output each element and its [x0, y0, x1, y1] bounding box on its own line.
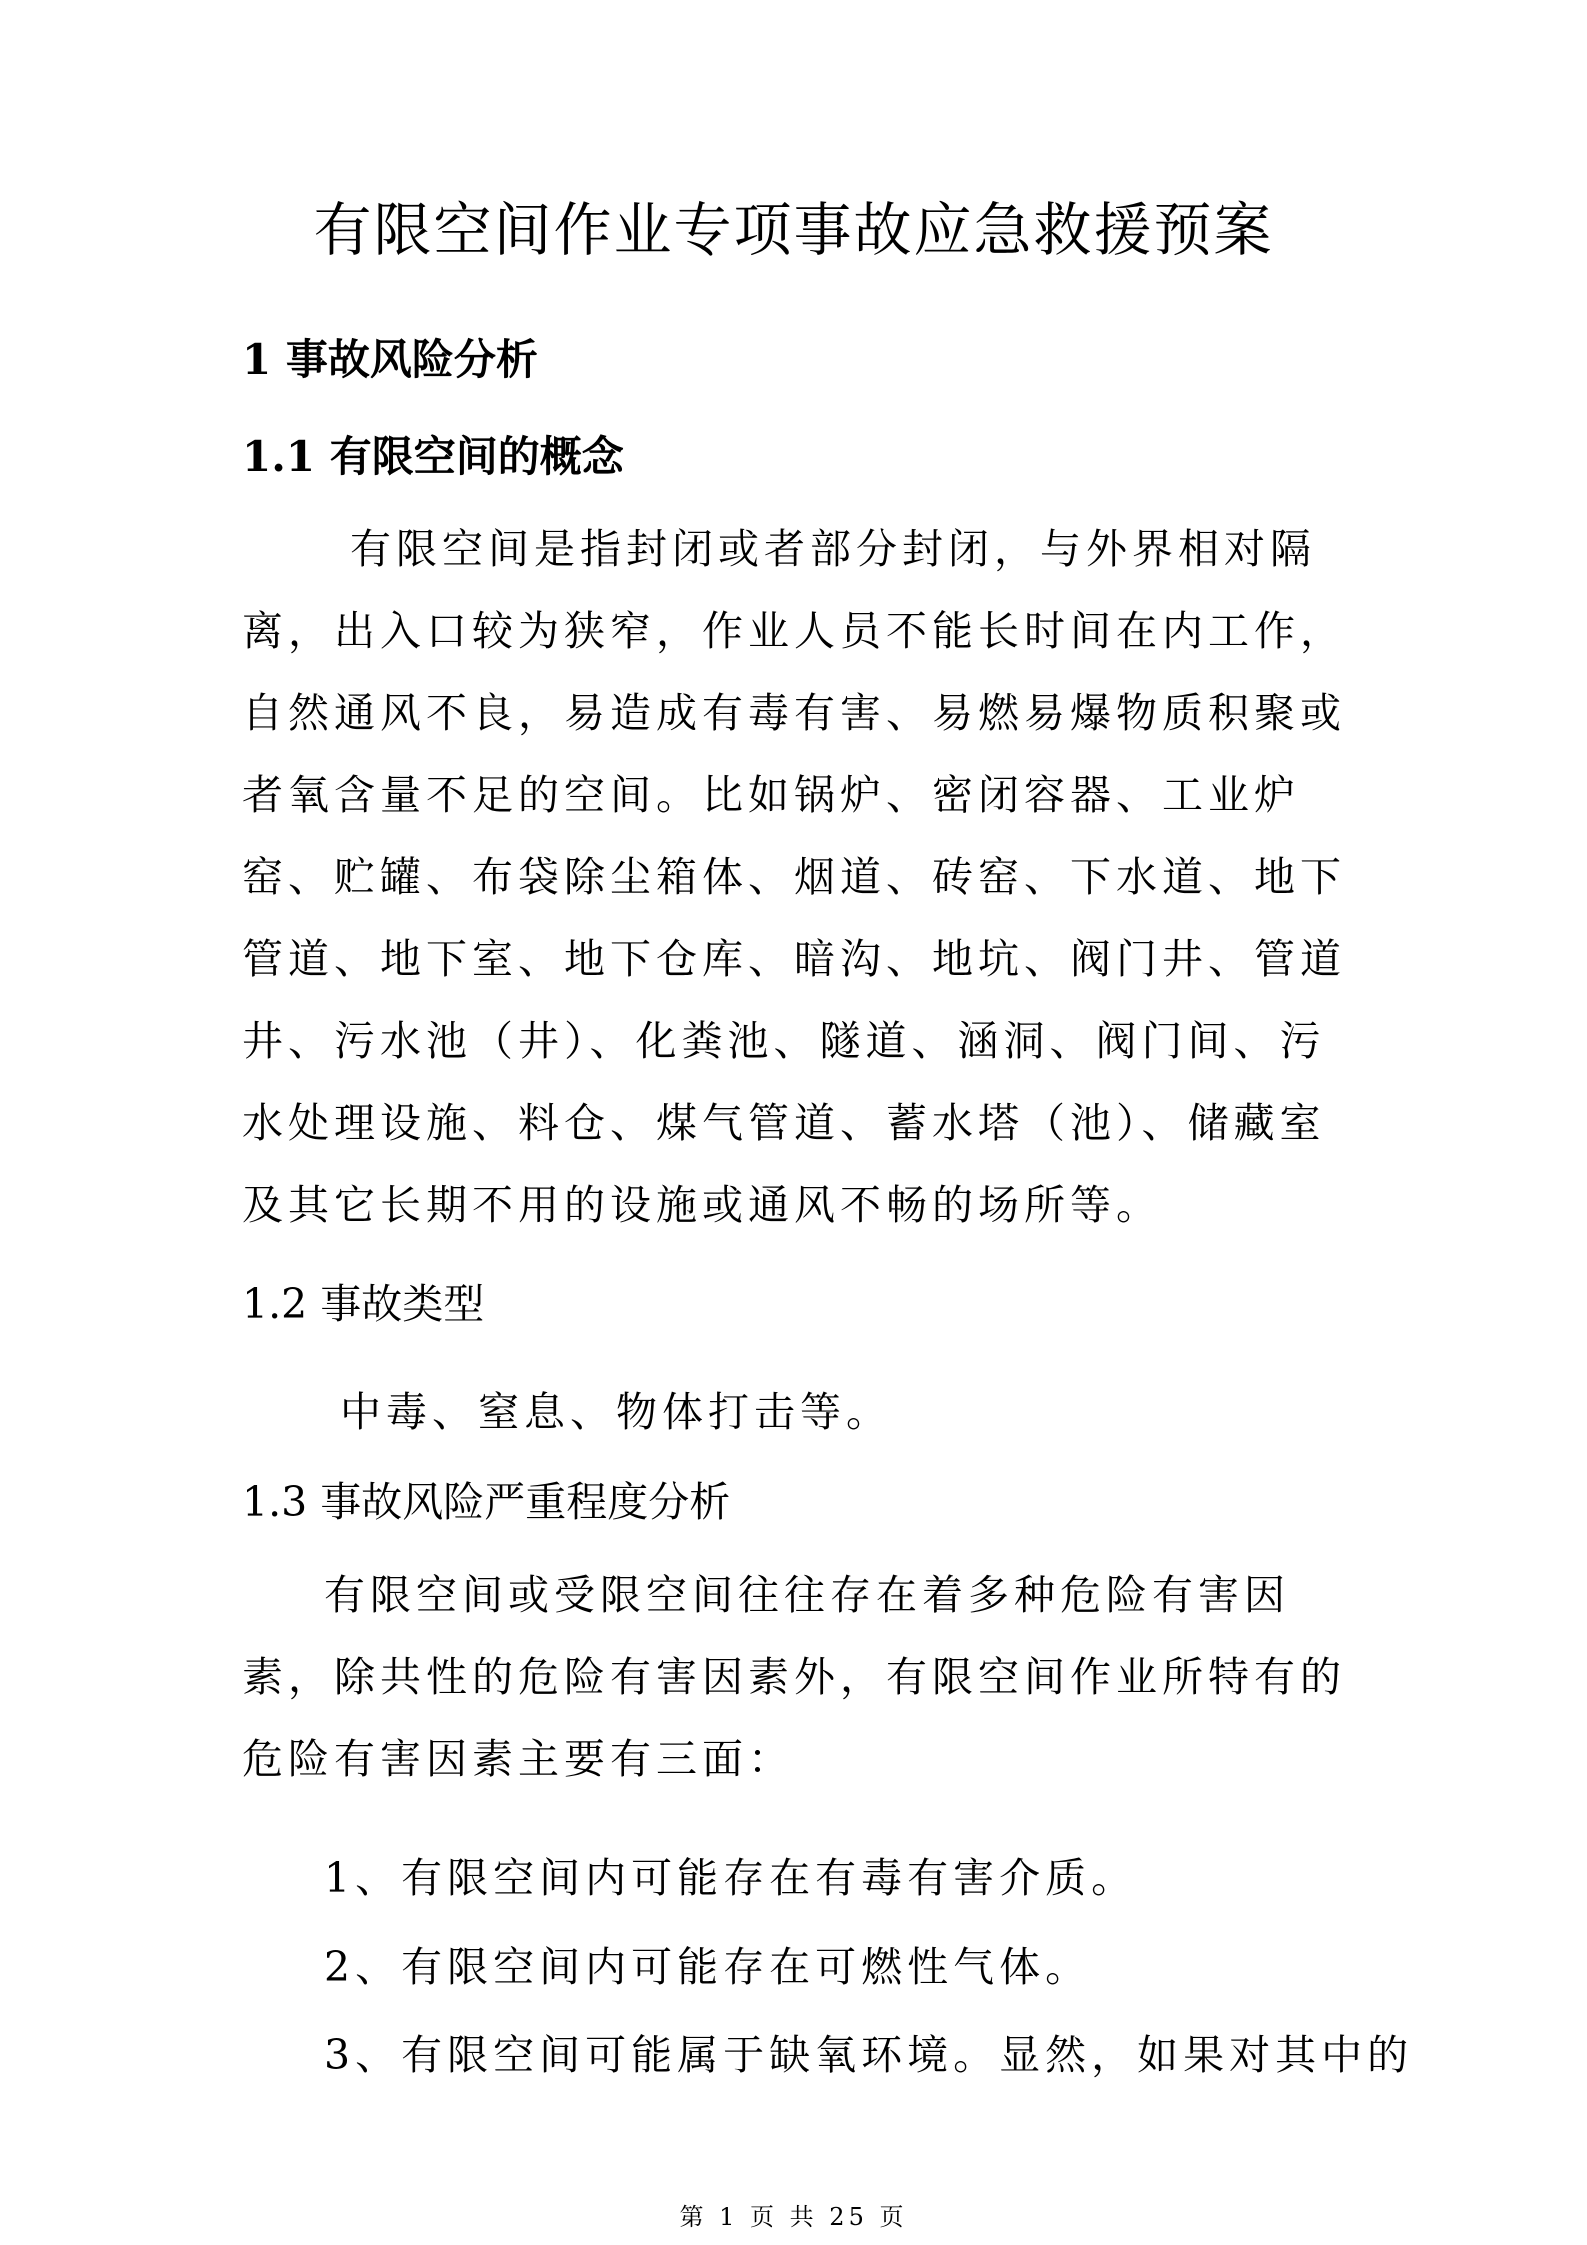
section-1-3-heading: 1.3 事故风险严重程度分析	[242, 1478, 731, 1526]
list-item-1: 1、有限空间内可能存在有毒有害介质。	[324, 1854, 1138, 1902]
page-number-footer: 第 1 页 共 25 页	[679, 2203, 908, 2231]
section-1-1-paragraph: 有限空间是指封闭或者部分封闭，与外界相对隔离，出入口较为狭窄，作业人员不能长时间在内工作，自然通风不良，易造成有毒有害、易燃易爆物质积聚或者氧含量不足的空间。比如锅炉、密闭容器、工业炉窑、贮罐、布袋除尘箱体、烟道、砖窑、下水道、地下管道、地下室、地下仓库、暗沟、地坑、阀门井、管道井、污水池（井）、化粪池、隧道、涵洞、阀门间、污水处理设施、料仓、煤气管道、蓄水塔（池）、储藏室及其它长期不用的设施或通风不畅的场所等。	[242, 525, 1346, 1229]
section-1-3-paragraph: 有限空间或受限空间往往存在着多种危险有害因素，除共性的危险有害因素外，有限空间作业所特有的危险有害因素主要有三面：	[242, 1571, 1346, 1783]
section-1-1-heading: 1.1 有限空间的概念	[242, 432, 624, 481]
section-1-heading: 1 事故风险分析	[242, 335, 538, 384]
list-item-2: 2、有限空间内可能存在可燃性气体。	[324, 1943, 1092, 1991]
list-item-3: 3、有限空间可能属于缺氧环境。显然，如果对其中的	[324, 2031, 1414, 2079]
section-1-2-paragraph: 中毒、窒息、物体打击等。	[340, 1388, 892, 1436]
section-1-2-heading: 1.2 事故类型	[242, 1280, 485, 1328]
document-title: 有限空间作业专项事故应急救援预案	[313, 196, 1274, 264]
